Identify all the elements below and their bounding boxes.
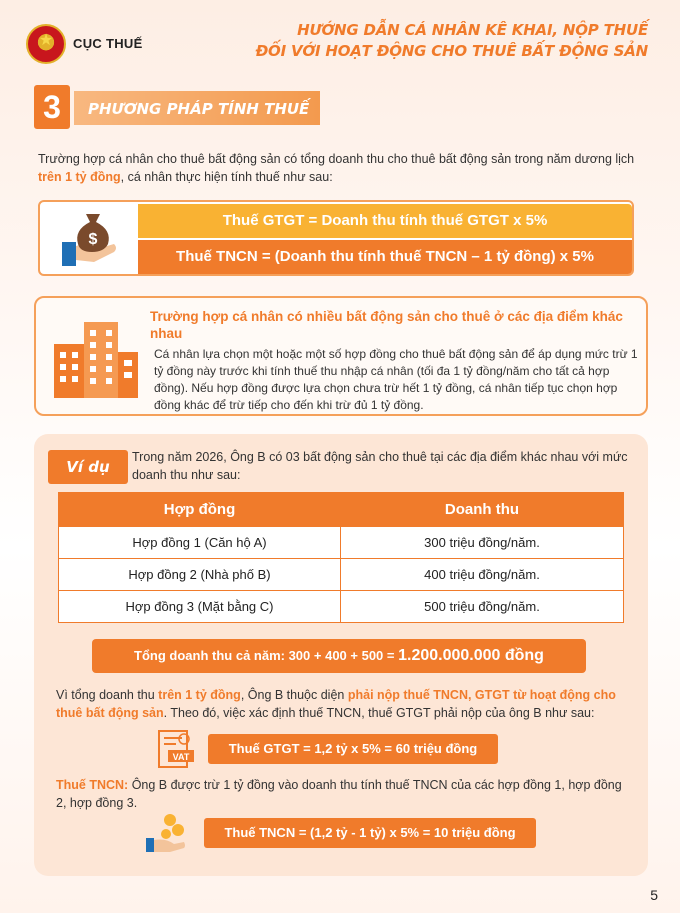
formula-tncn: Thuế TNCN = (Doanh thu tính thuế TNCN – 1 tỷ đồng) x 5% xyxy=(138,240,632,274)
total-revenue-bar xyxy=(92,639,586,673)
para-text-b: , Ông B thuộc diện xyxy=(240,688,348,702)
table-cell-revenue: 300 triệu đồng/năm. xyxy=(341,527,624,559)
table-cell-revenue: 400 triệu đồng/năm. xyxy=(341,559,624,591)
money-bag-hand-icon xyxy=(56,208,120,270)
star-icon: ★ xyxy=(38,32,54,49)
vat-document-icon xyxy=(156,728,196,770)
case-title: Trường hợp cá nhân có nhiều bất động sản cho thuê ở các địa điểm khác nhau xyxy=(150,309,623,341)
table-cell-contract: Hợp đồng 1 (Căn hộ A) xyxy=(59,527,341,559)
example-intro: Trong năm 2026, Ông B có 03 bất động sản cho thuê tại các địa điểm khác nhau với mức doanh thu như sau: xyxy=(132,450,628,482)
page-number: 5 xyxy=(650,887,658,903)
table-header-contract: Hợp đồng xyxy=(59,493,341,527)
intro-paragraph xyxy=(38,150,648,186)
document-title xyxy=(256,20,648,62)
table-row xyxy=(59,591,624,623)
total-value: 1.200.000.000 đồng xyxy=(398,647,544,664)
table-cell-revenue: 500 triệu đồng/năm. xyxy=(341,591,624,623)
intro-highlight: trên 1 tỷ đồng xyxy=(38,170,121,184)
example-box xyxy=(34,434,648,876)
tncn-explanation xyxy=(56,776,626,812)
table-header-revenue: Doanh thu xyxy=(341,493,624,527)
formula-gtgt: Thuế GTGT = Doanh thu tính thuế GTGT x 5% xyxy=(138,204,632,238)
section-number: 3 xyxy=(34,85,70,129)
section-title: PHƯƠNG PHÁP TÍNH THUẾ xyxy=(88,100,310,118)
gtgt-calculation: Thuế GTGT = 1,2 tỷ x 5% = 60 triệu đồng xyxy=(208,734,498,764)
svg-text:$: $ xyxy=(88,231,98,248)
buildings-icon xyxy=(50,318,140,398)
tncn-text: Ông B được trừ 1 tỷ đồng vào doanh thu tính thuế TNCN của các hợp đồng 1, hợp đồng 2, hợp đồng 3. xyxy=(56,778,622,810)
svg-text:VAT: VAT xyxy=(172,752,190,762)
para-highlight-2: phải nộp thuế TNCN, GTGT từ hoạt động cho thuê bất động sản xyxy=(56,688,616,720)
title-line-2: ĐỐI VỚI HOẠT ĐỘNG CHO THUÊ BẤT ĐỘNG SẢN xyxy=(255,42,648,60)
coins-hand-icon xyxy=(144,812,188,854)
table-cell-contract: Hợp đồng 3 (Mặt bằng C) xyxy=(59,591,341,623)
total-prefix: Tổng doanh thu cả năm: 300 + 400 + 500 = xyxy=(134,648,399,663)
table-row xyxy=(59,559,624,591)
title-line-1: HƯỚNG DẪN CÁ NHÂN KÊ KHAI, NỘP THUẾ xyxy=(297,21,648,39)
para-text-a: Vì tổng doanh thu xyxy=(56,688,159,702)
formula-box xyxy=(38,200,634,276)
para-highlight-1: trên 1 tỷ đồng xyxy=(158,688,241,702)
contracts-table xyxy=(58,492,624,623)
table-cell-contract: Hợp đồng 2 (Nhà phố B) xyxy=(59,559,341,591)
tncn-calculation: Thuế TNCN = (1,2 tỷ - 1 tỷ) x 5% = 10 triệu đồng xyxy=(204,818,536,848)
intro-text-end: , cá nhân thực hiện tính thuế như sau: xyxy=(120,170,333,184)
tncn-label: Thuế TNCN: xyxy=(56,778,129,792)
intro-text: Trường hợp cá nhân cho thuê bất động sản có tổng doanh thu cho thuê bất động sản trong năm dương lịch xyxy=(38,152,635,166)
case-body: Cá nhân lựa chọn một hoặc một số hợp đồng cho thuê bất động sản để áp dụng mức trừ 1 tỷ đồng này trước khi tính thuế thu nhập cá nhân (tối đa 1 tỷ đồng/năm cho tất cả hợp đồng). Nếu hợp đồng được lựa chọn chưa trừ hết 1 tỷ đồng, cá nhân tiếp tục chọn hợp đồng khác để trừ tiếp cho đến khi trừ đủ 1 tỷ đồng. xyxy=(154,347,638,412)
table-row xyxy=(59,527,624,559)
national-emblem-logo xyxy=(26,24,66,64)
section-title-banner xyxy=(74,91,320,125)
example-conclusion xyxy=(56,686,626,722)
para-text-c: . Theo đó, việc xác định thuế TNCN, thuế GTGT phải nộp của ông B như sau: xyxy=(163,706,595,720)
table-header-row xyxy=(59,493,624,527)
example-label: Ví dụ xyxy=(48,450,128,484)
multiple-properties-case-box xyxy=(34,296,648,416)
agency-name: CỤC THUẾ xyxy=(73,36,143,51)
